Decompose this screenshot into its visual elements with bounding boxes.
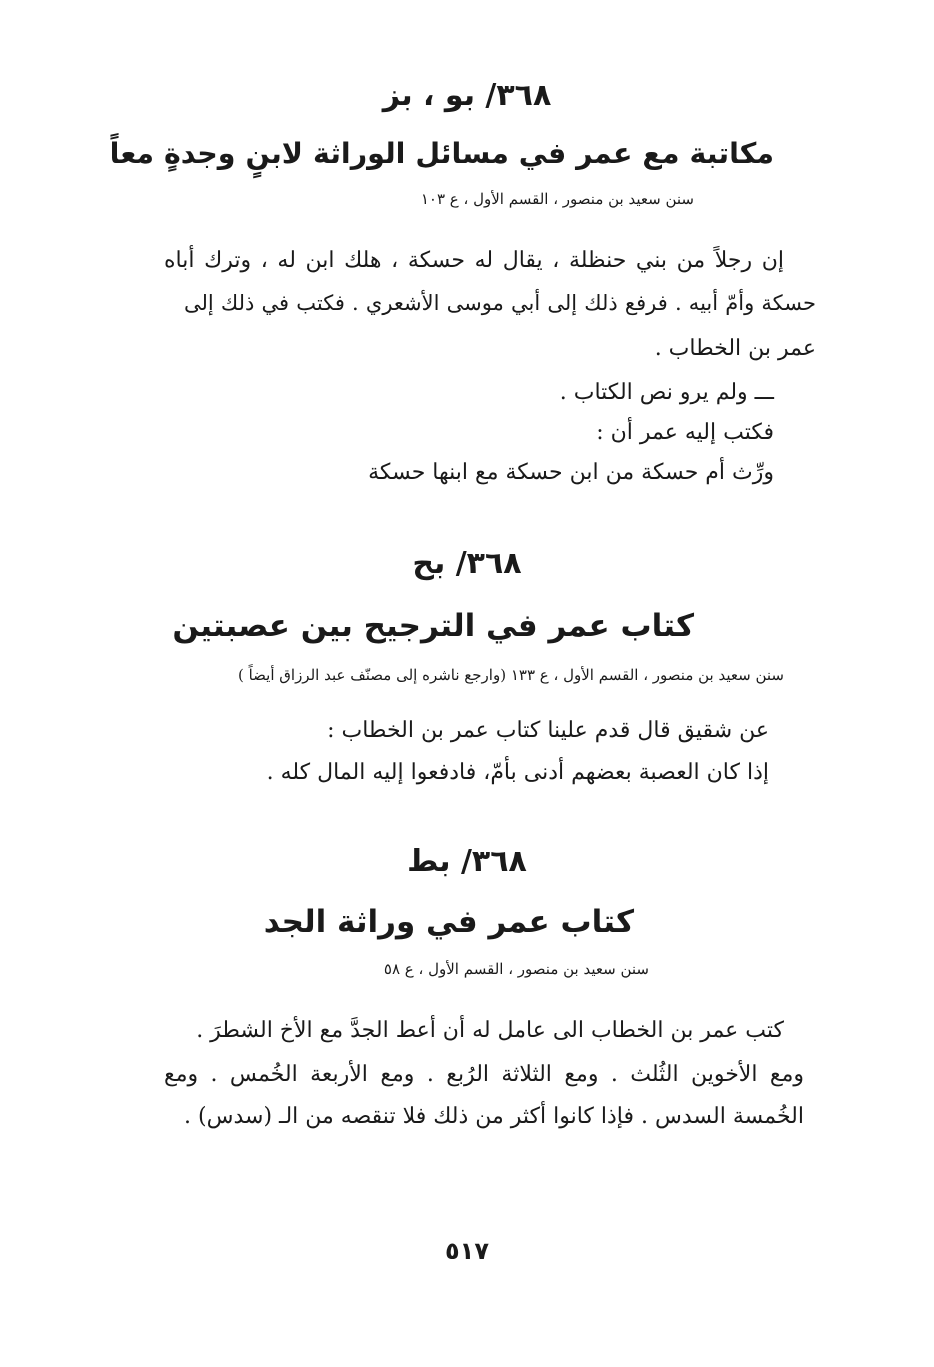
section-3-title: كتاب عمر في وراثة الجد bbox=[263, 904, 634, 940]
section-2-title: كتاب عمر في الترجيح بين عصبتين bbox=[172, 608, 694, 644]
section-2-number: ٣٦٨/ بح bbox=[412, 546, 522, 581]
section-1-line-1: إن رجلاً من بني حنظلة ، يقال له حسكة ، هلك ابن له ، وترك أباه bbox=[164, 248, 784, 273]
section-1-line-6: ورِّث أم حسكة من ابن حسكة مع ابنها حسكة bbox=[368, 460, 774, 485]
section-1-line-2: حسكة وأمّ أبيه . فرفع ذلك إلى أبي موسى الأشعري . فكتب في ذلك إلى bbox=[184, 291, 816, 315]
section-3-line-3: الخُمسة السدس . فإذا كانوا أكثر من ذلك فلا تنقصه من الـ (سدس) . bbox=[184, 1104, 804, 1129]
section-3-source: سنن سعيد بن منصور ، القسم الأول ، ع ٥٨ bbox=[383, 960, 649, 978]
section-2-source: سنن سعيد بن منصور ، القسم الأول ، ع ١٣٣ (وارجع ناشره إلى مصنّف عبد الرزاق أيضاً ) bbox=[237, 666, 784, 684]
section-2-line-2: إذا كان العصبة بعضهم أدنى بأمّ، فادفعوا إليه المال كله . bbox=[266, 760, 769, 785]
section-1-title: مكاتبة مع عمر في مسائل الوراثة لابنٍ وجدةٍ معاً bbox=[109, 137, 774, 170]
section-1-number: ٣٦٨/ بو ، بز bbox=[382, 78, 552, 113]
section-2-line-1: عن شقيق قال قدم علينا كتاب عمر بن الخطاب : bbox=[327, 718, 769, 743]
section-1-line-3: عمر بن الخطاب . bbox=[654, 336, 816, 361]
page-number: ٥١٧ bbox=[445, 1237, 489, 1265]
section-1-line-4: ـــ ولم يرو نص الكتاب . bbox=[559, 380, 774, 405]
section-3-line-1: كتب عمر بن الخطاب الى عامل له أن أعط الجدَّ مع الأخ الشطرَ . bbox=[196, 1018, 784, 1043]
section-1-source: سنن سعيد بن منصور ، القسم الأول ، ع ١٠٣ bbox=[420, 190, 694, 208]
section-1-line-5: فكتب إليه عمر أن : bbox=[596, 420, 774, 445]
section-3-line-2: ومع الأخوين الثُلث . ومع الثلاثة الرُبع . ومع الأربعة الخُمس . ومع bbox=[164, 1062, 804, 1087]
section-3-number: ٣٦٨/ بط bbox=[407, 844, 527, 879]
